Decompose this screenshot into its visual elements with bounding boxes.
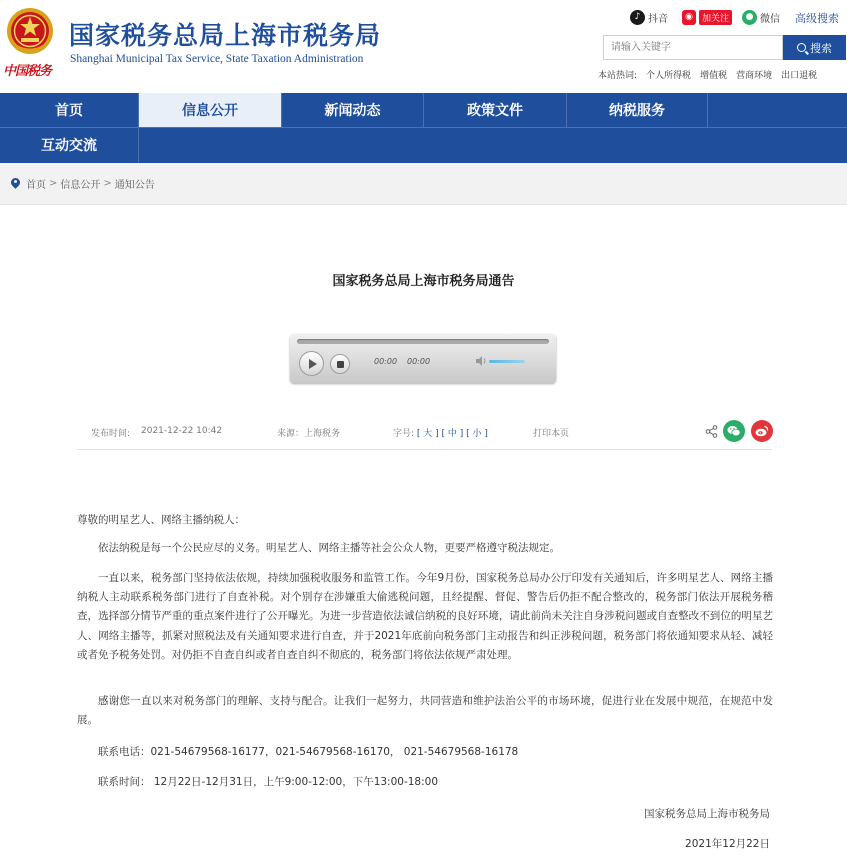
font-small-button[interactable]: 小: [472, 429, 482, 439]
nav-item-home[interactable]: 首页: [55, 103, 83, 119]
nav-item-info-disclosure[interactable]: 信息公开: [139, 93, 281, 127]
douyin-label: 抖音: [648, 13, 668, 25]
search-input[interactable]: [603, 35, 783, 60]
wechat-icon: ●: [742, 10, 757, 25]
hot-keyword[interactable]: 个人所得税: [646, 71, 692, 81]
location-pin-icon: [11, 178, 20, 190]
wechat-label: 微信: [760, 13, 780, 25]
article-source: 来源：上海税务: [277, 429, 341, 439]
share-icon[interactable]: [705, 425, 718, 438]
hot-keywords: [598, 68, 817, 81]
font-large-button[interactable]: 大: [423, 429, 433, 439]
contact-hours: 联系时间： 12月22日-12月31日，上午9:00-12:00，下午13:00-18:00: [98, 776, 439, 788]
audio-current-time: 00:00: [374, 357, 398, 366]
breadcrumb-notices[interactable]: 通知公告: [114, 180, 155, 191]
nav-item-tax-service[interactable]: 纳税服务: [609, 103, 665, 119]
nav-item-interaction[interactable]: 互动交流: [41, 138, 97, 154]
douyin-icon: ♪: [630, 10, 645, 25]
publish-time: 2021-12-22 10:42: [141, 426, 223, 436]
hot-keywords-label: 本站热词:: [598, 71, 638, 81]
search-button-label: 搜索: [810, 41, 832, 55]
font-size-control: 字号: [ 大 ] [ 中 ] [ 小 ]: [393, 429, 488, 439]
nav-item-policy[interactable]: 政策文件: [467, 103, 523, 119]
breadcrumb-home[interactable]: 首页: [26, 180, 46, 191]
font-medium-button[interactable]: 中: [447, 429, 457, 439]
site-title-english: Shanghai Municipal Tax Service, State Taxation Administration: [70, 53, 364, 65]
signature-date: 2021年12月22日: [685, 838, 770, 850]
audio-progress-track[interactable]: [297, 339, 549, 344]
wechat-link[interactable]: [742, 9, 780, 25]
breadcrumb-info-disclosure[interactable]: 信息公开: [60, 180, 101, 191]
publish-label: 发布时间:: [91, 429, 131, 439]
contact-phone: 联系电话：021-54679568-16177，021-54679568-16170， 021-54679568-16178: [98, 746, 519, 758]
share-weibo-button[interactable]: [751, 420, 773, 442]
audio-total-time: 00:00: [407, 357, 431, 366]
advanced-search-link[interactable]: 高级搜索: [795, 12, 839, 25]
tax-emblem-icon: [5, 6, 55, 56]
site-header: [0, 0, 847, 93]
print-button[interactable]: 打印本页: [533, 429, 570, 439]
wechat-share-icon: [727, 425, 741, 437]
share-wechat-button[interactable]: [723, 420, 745, 442]
search-icon: [797, 43, 806, 52]
paragraph: 一直以来，税务部门坚持依法依规，持续加强税收服务和监管工作。今年9月份，国家税务总局办公厅印发有关通知后，许多明星艺人、网络主播纳税人主动联系税务部门进行了自查补税。对个别存在涉嫌重大偷逃税问题，且经提醒、督促、警告后仍拒不配合整改的，税务部门依法开展税务稽查，选择部分情节严重的重点案件进行了公开曝光。为进一步营造依法诚信纳税的良好环境，请此前尚未关注自身涉税问题或自查整改不到位的明星艺人、网络主播等，抓紧对照税法及有关通知要求进行自查，并于2021年底前向税务部门主动报告和纠正涉税问题，税务部门将依通知要求从轻、减轻或者免予税务处罚。对仍拒不自查自纠或者自查自纠不彻底的，税务部门将依法依规严肃处理。: [77, 572, 773, 661]
signature: 国家税务总局上海市税务局: [644, 808, 770, 820]
article-title: 国家税务总局上海市税务局通告: [332, 274, 515, 289]
breadcrumb: 首页 > 信息公开 > 通知公告: [0, 163, 847, 205]
play-button[interactable]: [299, 351, 324, 376]
volume-slider[interactable]: [489, 360, 525, 363]
play-icon: [309, 359, 317, 369]
paragraph: 感谢您一直以来对税务部门的理解、支持与配合。让我们一起努力，共同营造和维护法治公平的市场环境，促进行业在发展中规范，在规范中发展。: [77, 695, 773, 727]
brand-script-logo: 中国税务: [3, 64, 52, 79]
search-button[interactable]: [783, 35, 846, 60]
audio-player: [290, 334, 556, 383]
weibo-share-icon: [755, 425, 769, 437]
weibo-follow-badge: 加关注: [699, 10, 732, 25]
greeting: 尊敬的明星艺人、网络主播纳税人：: [77, 514, 245, 526]
article-meta: [77, 413, 772, 450]
main-nav: [0, 93, 847, 163]
hot-keyword[interactable]: 增值税: [700, 71, 728, 81]
paragraph: 依法纳税是每一个公民应尽的义务。明星艺人、网络主播等社会公众人物，更要严格遵守税法规定。: [98, 542, 560, 554]
stop-button[interactable]: [330, 354, 350, 374]
weibo-icon: ◉: [682, 10, 696, 25]
douyin-link[interactable]: [630, 9, 668, 25]
stop-icon: [337, 361, 344, 368]
hot-keyword[interactable]: 出口退税: [781, 71, 818, 81]
hot-keyword[interactable]: 营商环境: [736, 71, 773, 81]
volume-icon[interactable]: [475, 355, 487, 367]
weibo-link[interactable]: [682, 9, 732, 25]
nav-item-news[interactable]: 新闻动态: [324, 103, 381, 119]
site-title[interactable]: 国家税务总局上海市税务局: [69, 21, 382, 50]
font-size-label: 字号:: [393, 429, 415, 439]
